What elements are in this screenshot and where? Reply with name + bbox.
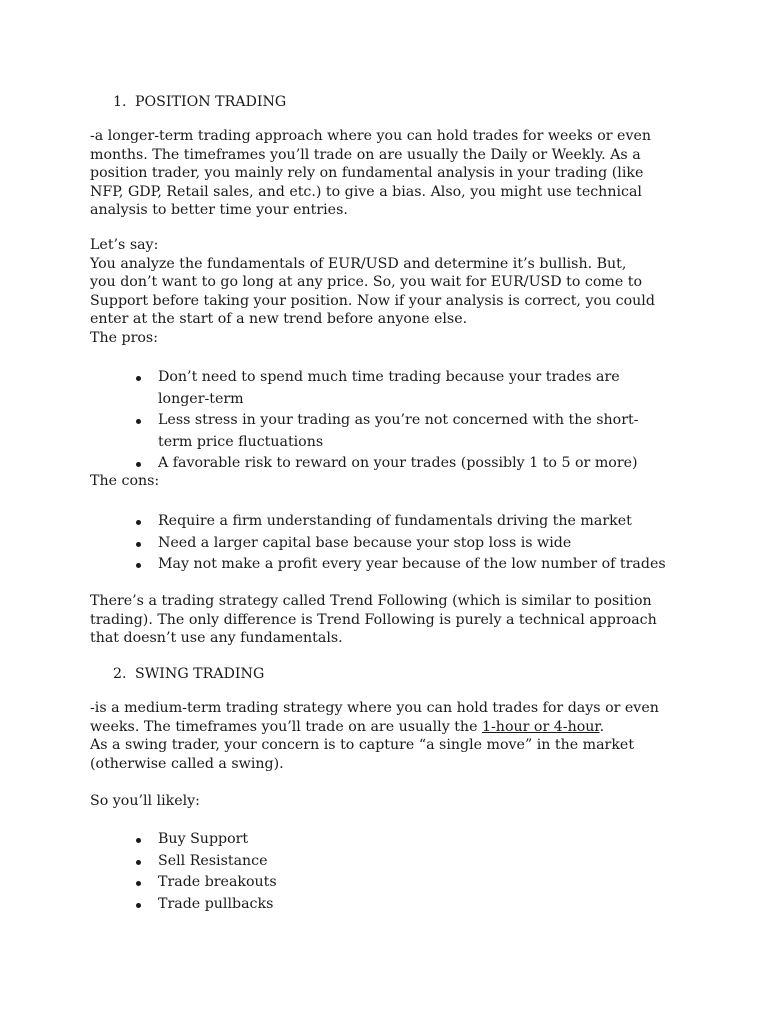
text-line: -is a medium-term trading strategy where you can hold trades for days or even [90,700,659,716]
text-line: you don’t want to go long at any price. So, you wait for EUR/USD to come to [90,274,642,290]
text-line: There’s a trading strategy called Trend Following (which is similar to position [90,593,652,609]
list-item-text: Don’t need to spend much time trading because your trades are [158,369,620,385]
bullet-icon [136,419,141,424]
text-line: So you’ll likely: [90,793,200,809]
pros-list [0,367,768,475]
list-item-text: Less stress in your trading as you’re not concerned with the short- [158,412,639,428]
text-line: As a swing trader, your concern is to capture “a single move” in the market [90,737,635,753]
list-item [0,511,768,533]
list-item-text: A favorable risk to reward on your trades (possibly 1 to 5 or more) [158,455,638,471]
list-item-text: Buy Support [158,831,249,847]
text-line: analysis to better time your entries. [90,202,348,218]
list-item [0,894,768,916]
bullet-icon [136,542,141,547]
swing-actions-list [0,829,768,915]
list-item [0,533,768,555]
list-item-text: term price fluctuations [158,433,324,450]
list-item-text: May not make a profit every year because of the low number of trades [158,556,666,572]
bullet-icon [136,376,141,381]
section-number: 2. [113,666,127,682]
text-line: -a longer-term trading approach where you can hold trades for weeks or even [90,128,651,144]
list-item [0,872,768,894]
list-item-text: Trade breakouts [158,874,277,890]
text-line: (otherwise called a swing). [90,755,284,772]
text-line: months. The timeframes you’ll trade on are usually the Daily or Weekly. As a [90,146,641,163]
text-line: You analyze the fundamentals of EUR/USD and determine it’s bullish. But, [90,255,627,272]
text-segment: weeks. The timeframes you’ll trade on are usually the [90,718,482,735]
list-item [0,829,768,851]
bullet-icon [136,462,141,467]
bullet-icon [136,860,141,865]
list-item [0,367,768,410]
swing-intro-paragraph [90,699,685,773]
bullet-icon [136,563,141,568]
section-heading-position-trading [113,93,286,112]
list-item-text: longer-term [158,390,244,407]
section-heading-swing-trading [113,665,264,684]
list-item-text: Sell Resistance [158,852,268,869]
list-item-text: Require a firm understanding of fundamentals driving the market [158,513,632,529]
cons-list [0,511,768,576]
list-item-text: Trade pullbacks [158,895,274,912]
position-intro-paragraph [90,127,685,220]
section-number: 1. [113,94,127,110]
text-line: The cons: [90,473,160,489]
section-title: SWING TRADING [135,666,265,682]
text-line: trading). The only difference is Trend Following is purely a technical approach [90,611,657,628]
text-segment: . [599,718,605,735]
underlined-timeframe: 1-hour or 4-hour [481,718,600,735]
text-line: Let’s say: [90,237,159,253]
pros-label: The pros: [90,329,158,346]
text-line: NFP, GDP, Retail sales, and etc.) to give a bias. Also, you might use technical [90,183,642,200]
text-line: enter at the start of a new trend before anyone else. [90,311,468,327]
text-line [90,718,685,737]
bullet-icon [136,838,141,843]
position-example-paragraph [90,236,685,347]
cons-label [90,472,685,491]
text-line: that doesn’t use any fundamentals. [90,630,343,646]
list-item [0,410,768,453]
list-item [0,851,768,873]
text-line: position trader, you mainly rely on fundamental analysis in your trading (like [90,165,644,181]
bullet-icon [136,903,141,908]
bullet-icon [136,520,141,525]
list-item-text: Need a larger capital base because your stop loss is wide [158,534,572,551]
section-title: POSITION TRADING [135,94,287,110]
bullet-icon [136,881,141,886]
list-item [0,554,768,576]
likely-label [90,792,685,811]
text-line: Support before taking your position. Now if your analysis is correct, you could [90,292,655,309]
trend-following-paragraph [90,592,685,648]
